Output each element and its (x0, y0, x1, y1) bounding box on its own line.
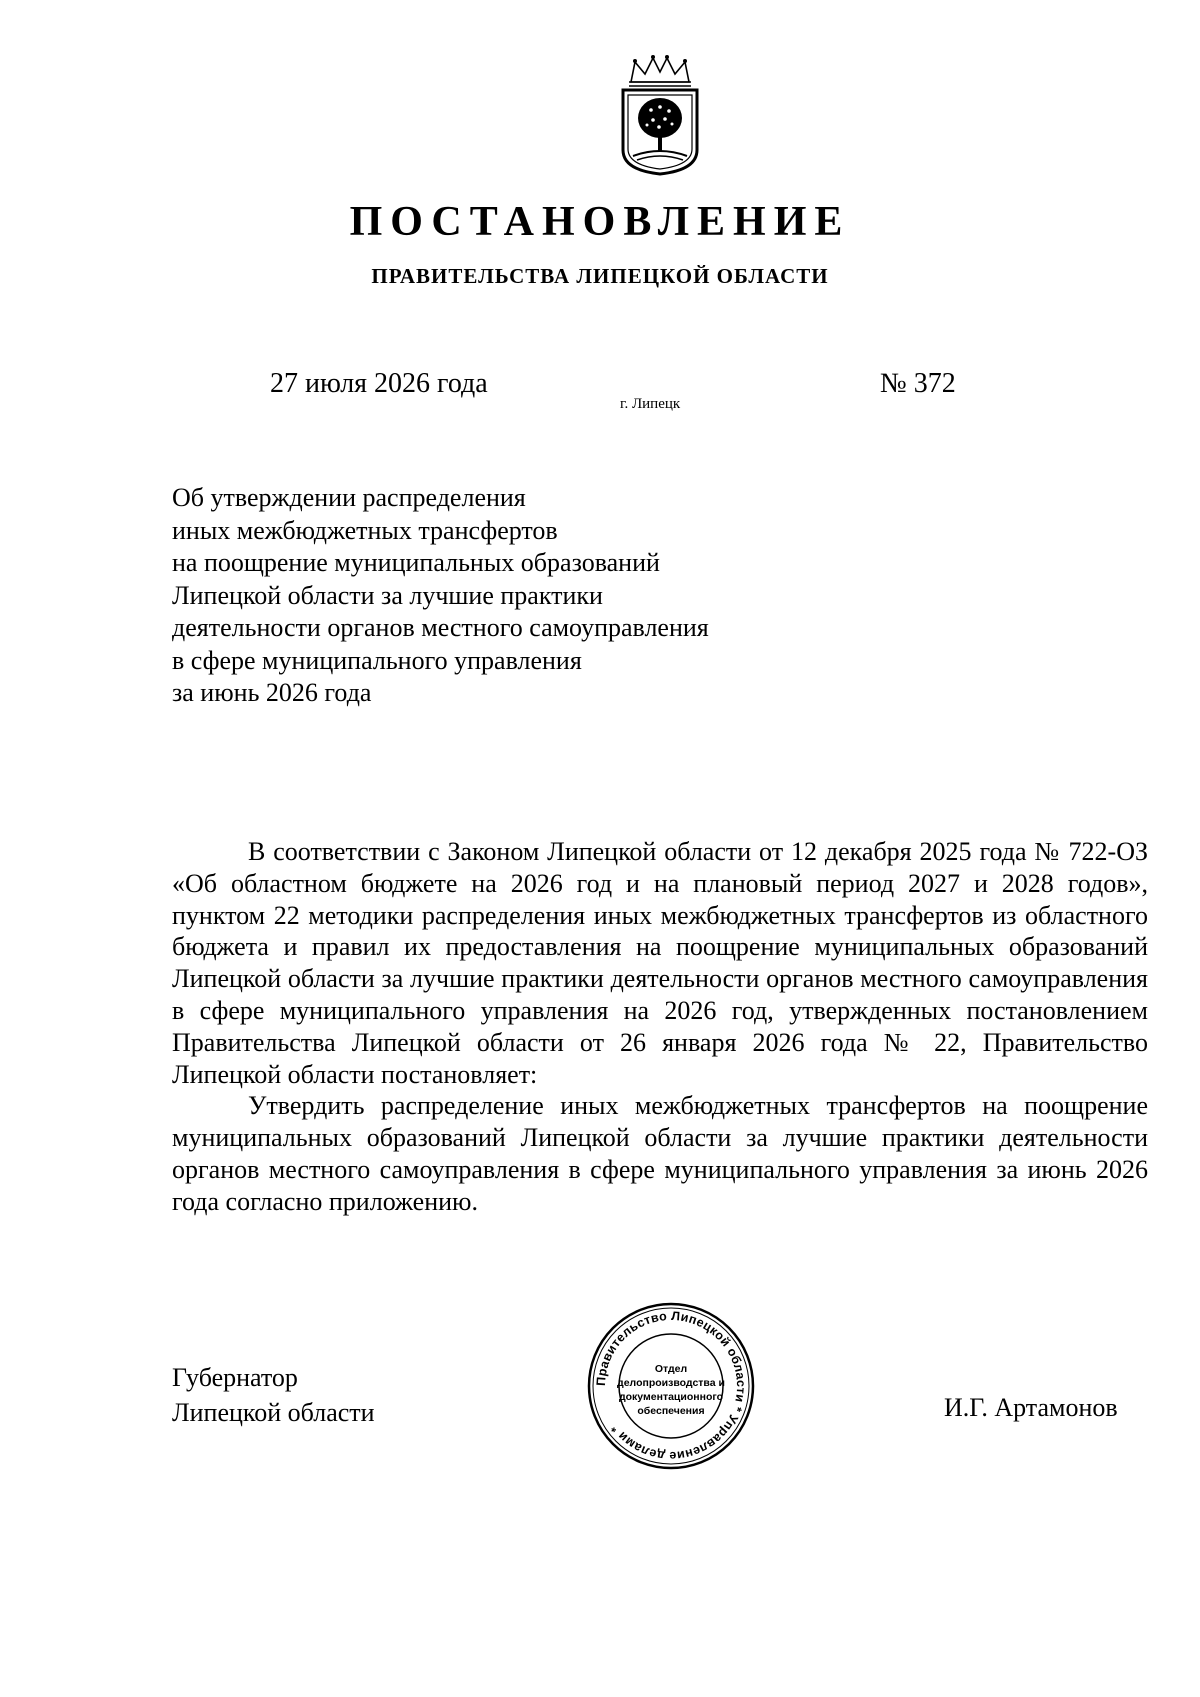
document-city: г. Липецк (620, 396, 681, 412)
subject-line: на поощрение муниципальных образований (172, 548, 660, 577)
document-date: 27 июля 2026 года (270, 368, 488, 399)
subject-line: за июнь 2026 года (172, 678, 372, 707)
subject-line: Липецкой области за лучшие практики (172, 580, 603, 610)
subject-line: Об утверждении распределения (172, 483, 526, 512)
document-title: ПОСТАНОВЛЕНИЕ (349, 199, 851, 245)
official-stamp (585, 1300, 757, 1472)
stamp-inner-text: обеспечения (637, 1405, 705, 1417)
document-number: № 372 (880, 368, 956, 399)
signatory-position (172, 1360, 375, 1430)
document-body (172, 836, 1148, 1218)
signatory-position-line: Липецкой области (172, 1398, 375, 1427)
coat-of-arms-emblem (615, 52, 705, 178)
body-paragraph: Утвердить распределение иных межбюджетных трансфертов на поощрение муниципальных образований Липецкой области за лучшие практики деятельности органов местного самоуправления в сфере муниципального управления за июнь 2026 года согласно приложению. (172, 1091, 1148, 1216)
document-subtitle: ПРАВИТЕЛЬСТВА ЛИПЕЦКОЙ ОБЛАСТИ (371, 264, 829, 288)
document-subject (172, 482, 709, 710)
stamp-inner-text: делопроизводства и (617, 1377, 725, 1389)
signatory-position-line: Губернатор (172, 1363, 298, 1392)
stamp-outer-text: Правительство Липецкой области * Управление делами * (593, 1308, 749, 1464)
stamp-inner-text: Отдел (654, 1363, 688, 1375)
subject-line: иных межбюджетных трансфертов (172, 515, 558, 545)
stamp-inner-text: документационного (618, 1391, 724, 1403)
body-paragraph: В соответствии с Законом Липецкой области от 12 декабря 2025 года № 722-ОЗ «Об областном бюджете на 2026 год и на плановый период 2027 и 2028 годов», пунктом 22 методики распределения иных межбюджетных трансфертов из областного бюджета и правил их предоставления на поощрение муниципальных образований Липецкой области за лучшие практики деятельности органов местного самоуправления в сфере муниципального управления на 2026 год, утвержденных постановлением Правительства Липецкой области от 26 января 2026 года № 22, Правительство Липецкой области постановляет: (172, 837, 1148, 1089)
signatory-name: И.Г. Артамонов (944, 1393, 1118, 1422)
subject-line: в сфере муниципального управления (172, 645, 582, 675)
subject-line: деятельности органов местного самоуправления (172, 613, 709, 642)
